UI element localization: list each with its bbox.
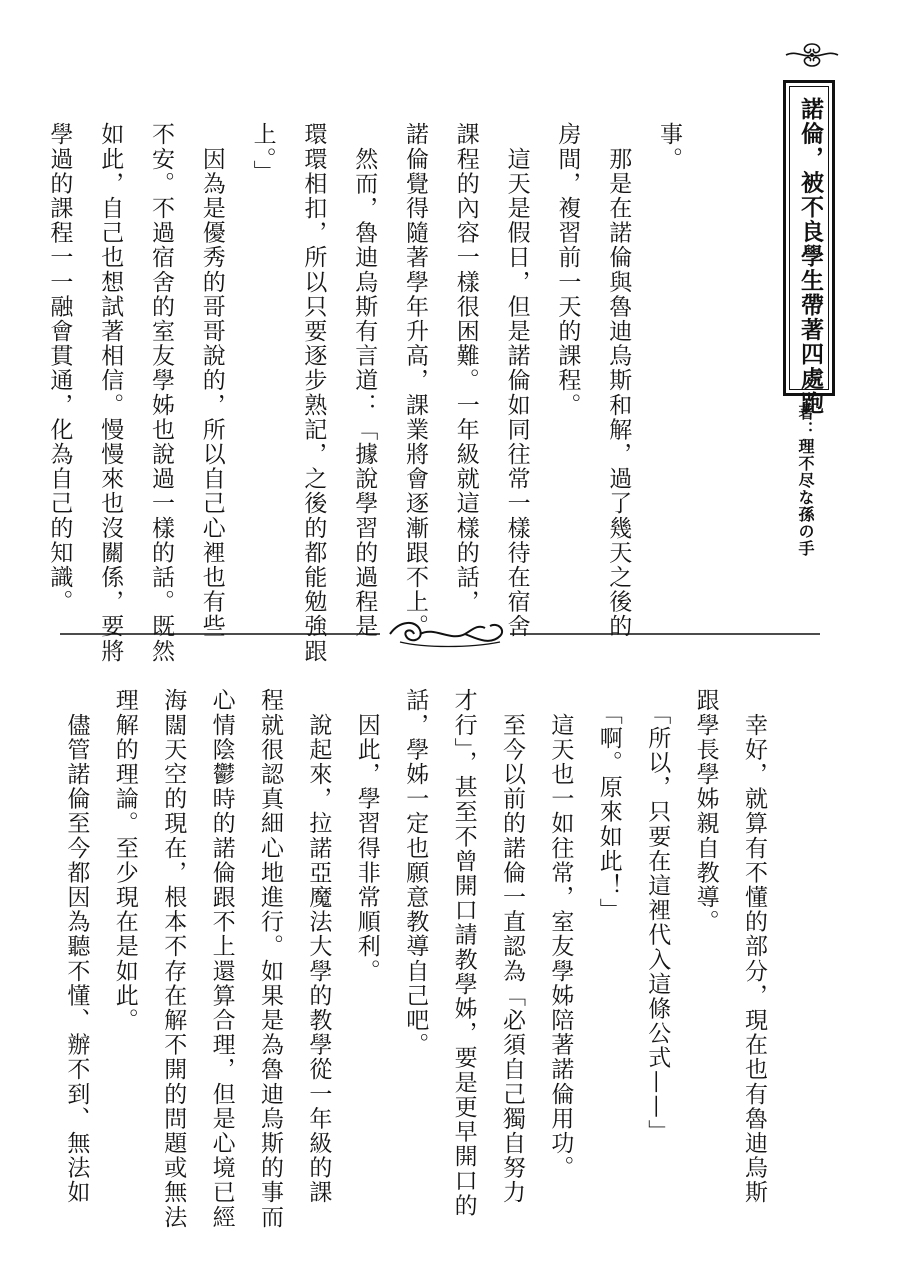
text-column: 心情陰鬱時的諾倫跟不上還算合理，但是心境已經 (208, 688, 235, 1230)
text-column: 事。 (656, 122, 682, 172)
text-column: 因為是優秀的哥哥說的，所以自己心裡也有些 (198, 122, 225, 639)
text-column: 學過的課程一一融會貫通，化為自己的知識。 (46, 122, 73, 614)
section-divider-icon (60, 612, 830, 652)
ornament-flourish-icon (782, 40, 842, 70)
text-column: 「啊。原來如此！」 (595, 688, 622, 923)
title-box (783, 80, 835, 416)
text-column: 理解的理論。至少現在是如此。 (111, 688, 138, 1033)
text-column: 至今以前的諾倫一直認為「必須自己獨自努力 (499, 688, 525, 1205)
text-column: 諾倫覺得隨著學年升高，課業將會逐漸跟不上。 (402, 122, 428, 639)
text-column: 話，學姊一定也願意教導自己吧。 (402, 688, 429, 1057)
text-column: 如此，自己也想試著相信。慢慢來也沒關係，要將 (97, 122, 124, 664)
text-column: 因此，學習得非常順利。 (353, 688, 380, 984)
text-column: 課程的內容一樣很困難。一年級就這樣的話， (452, 122, 479, 614)
text-column: 才行」，甚至不曾開口請教學姊，要是更早開口的 (450, 688, 477, 1218)
text-column: 上。」 (249, 122, 276, 185)
text-column: 然而，魯迪烏斯有言道：「據說學習的過程是 (351, 122, 378, 639)
text-column: 程就很認真細心地進行。如果是為魯迪烏斯的事而 (257, 688, 283, 1230)
author-credit: 著：理不尽な孫の手 (796, 404, 815, 557)
text-column: 環環相扣，所以只要逐步熟記，之後的都能勉強跟 (300, 122, 327, 664)
text-column: 這天也一如往常，室友學姊陪著諾倫用功。 (547, 688, 574, 1180)
text-column: 不安。不過宿舍的室友學姊也說過一樣的話。既然 (148, 122, 174, 664)
text-column: 「所以，只要在這裡代入這條公式——」 (644, 688, 671, 1144)
text-column: 這天是假日，但是諾倫如同往常一樣待在宿舍 (503, 122, 530, 639)
chapter-title: 諾倫，被不良學生帶著四處跑 (797, 97, 823, 416)
text-column: 那是在諾倫與魯迪烏斯和解，過了幾天之後的 (605, 122, 632, 639)
text-column: 海闊天空的現在，根本不存在解不開的問題或無法 (160, 688, 187, 1230)
text-column: 幸好，就算有不懂的部分，現在也有魯迪烏斯 (741, 688, 767, 1205)
text-column: 跟學長學姊親自教導。 (692, 688, 719, 934)
text-column: 儘管諾倫至今都因為聽不懂、辦不到、無法如 (63, 688, 90, 1205)
text-column: 房間，複習前一天的課程。 (554, 122, 581, 418)
text-column: 說起來，拉諾亞魔法大學的教學從一年級的課 (305, 688, 332, 1205)
